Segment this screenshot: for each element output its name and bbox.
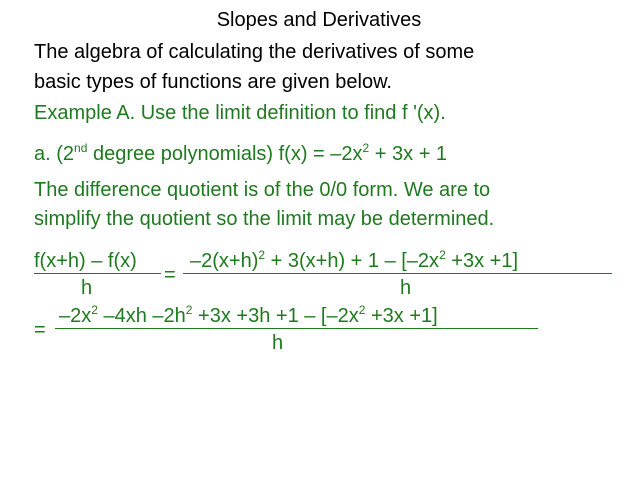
- part-a-exponent: 2: [362, 141, 370, 155]
- simplified-numerator-d: +3x +1]: [365, 305, 438, 327]
- intro-line-1: The algebra of calculating the derivatives of some: [34, 41, 475, 63]
- part-a-line: [34, 141, 448, 165]
- expanded-numerator-exp-2: 2: [439, 248, 446, 262]
- simplified-numerator-exp-3: 2: [358, 303, 366, 317]
- expanded-fraction-bar: [183, 273, 612, 274]
- explanation-line-1: The difference quotient is of the 0/0 form. We are to: [34, 179, 491, 201]
- equals-sign-1: =: [164, 264, 176, 286]
- part-a-prefix: a. (2: [34, 143, 75, 165]
- part-a-text: degree polynomials) f(x) = –2x: [87, 143, 363, 165]
- simplified-numerator-exp-2: 2: [185, 303, 193, 317]
- simplified-numerator-c: +3x +3h +1 – [–2x: [192, 305, 359, 327]
- equals-sign-2: =: [34, 319, 46, 341]
- simplified-numerator-a: –2x: [59, 305, 92, 327]
- expanded-numerator-a: –2(x+h): [190, 250, 259, 272]
- expanded-numerator-b: + 3(x+h) + 1 – [–2x: [265, 250, 440, 272]
- simplified-fraction-bar: [55, 328, 538, 329]
- simplified-numerator: [59, 303, 438, 327]
- example-heading: Example A. Use the limit definition to find f '(x).: [34, 102, 446, 124]
- intro-line-2: basic types of functions are given below.: [34, 71, 392, 93]
- expanded-numerator: [190, 248, 519, 272]
- difference-quotient-bar: [34, 273, 161, 274]
- part-a-ordinal: nd: [74, 141, 88, 155]
- simplified-denominator: h: [272, 332, 284, 354]
- expanded-numerator-exp-1: 2: [258, 248, 266, 262]
- difference-quotient-denominator: h: [81, 277, 93, 299]
- slide-title: Slopes and Derivatives: [216, 9, 422, 31]
- simplified-numerator-exp-1: 2: [91, 303, 98, 317]
- expanded-denominator: h: [400, 277, 412, 299]
- part-a-tail: + 3x + 1: [369, 143, 448, 165]
- expanded-numerator-c: +3x +1]: [445, 250, 519, 272]
- simplified-numerator-b: –4xh –2h: [97, 305, 186, 327]
- explanation-line-2: simplify the quotient so the limit may be determined.: [34, 208, 495, 230]
- difference-quotient-numerator: f(x+h) – f(x): [34, 250, 137, 272]
